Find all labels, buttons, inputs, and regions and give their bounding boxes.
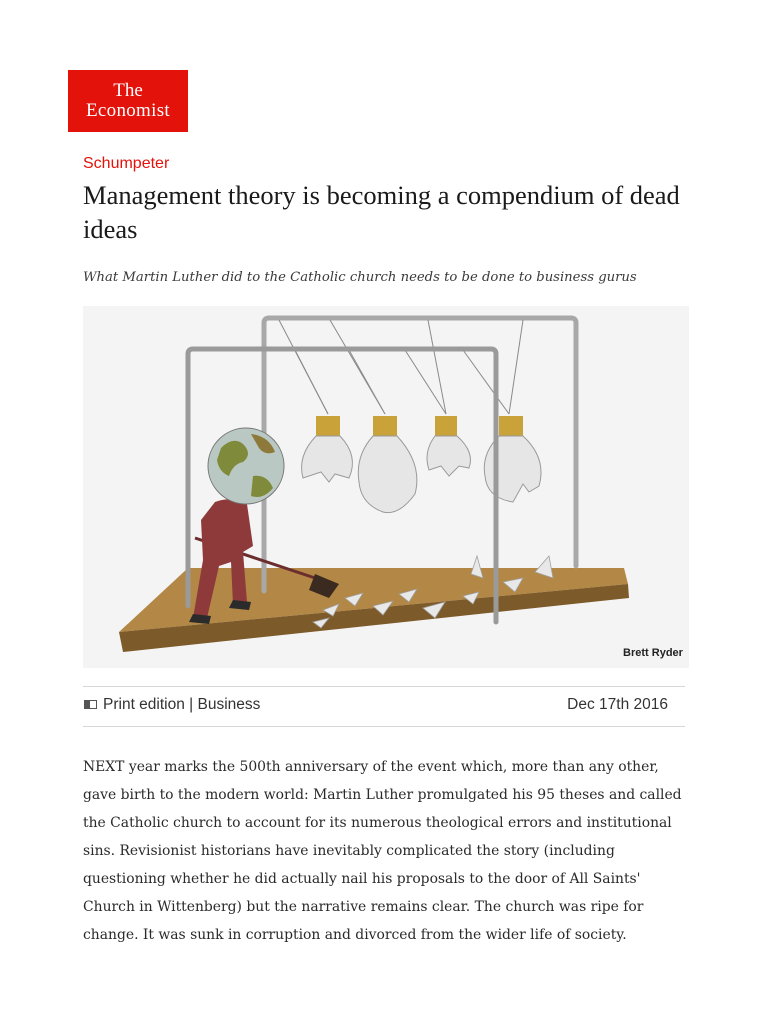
print-edition-link[interactable]: Print edition | Business [103,696,261,713]
section-label[interactable]: Schumpeter [83,155,170,172]
economist-logo[interactable] [68,70,188,132]
logo-line-1: The [113,80,143,101]
page-title: Management theory is becoming a compendium of dead ideas [83,180,680,244]
article-body-paragraph: NEXT year marks the 500th anniversary of the event which, more than any other, gave birth to the modern world: Martin Luther promulgated his 95 theses and called the Catholic church to account for its numerous theological errors and institutional sins. Revisionist historians have inevitably complicated the story (including questioning whether he did actually nail his proposals to the door of All Saints' Church in Wittenberg) but the narrative remains clear. The church was ripe for change. It was sunk in corruption and divorced from the wider life of society. [83,759,682,943]
article-subheadline: What Martin Luther did to the Catholic church needs to be done to business gurus [83,270,637,285]
article-meta-bar [83,686,685,727]
logo-line-2: Economist [86,100,170,121]
print-edition-icon [84,700,97,709]
article-illustration [83,306,689,668]
publication-date: Dec 17th 2016 [567,696,668,713]
illustration-credit: Brett Ryder [623,647,683,659]
